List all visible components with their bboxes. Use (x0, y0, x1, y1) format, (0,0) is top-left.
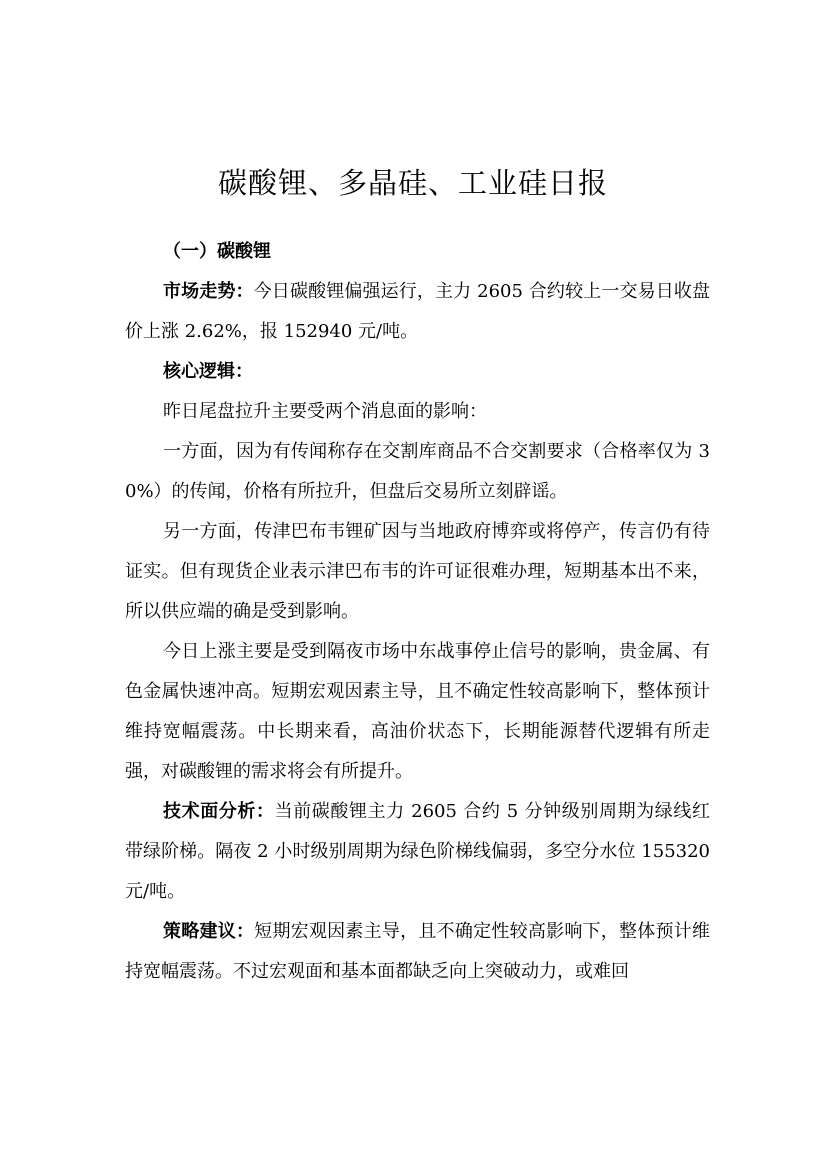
technical-analysis-text: 当前碳酸锂主力 2605 合约 5 分钟级别周期为绿线红带绿阶梯。隔夜 2 小时级别周期为绿色阶梯线偏弱，多空分水位 155320 元/吨。 (125, 801, 710, 902)
strategy-paragraph (125, 912, 710, 992)
document-body (125, 232, 710, 992)
market-trend-paragraph (125, 272, 710, 352)
section-heading: （一）碳酸锂 (163, 241, 271, 262)
strategy-label: 策略建议： (163, 921, 255, 942)
market-trend-text: 今日碳酸锂偏强运行，主力 2605 合约较上一交易日收盘价上涨 2.62%，报 152940 元/吨。 (125, 281, 711, 342)
logic-paragraph-1: 昨日尾盘拉升主要受两个消息面的影响： (163, 401, 487, 422)
logic-paragraph-3: 另一方面，传津巴布韦锂矿因与当地政府博弈或将停产，传言仍有待证实。但有现货企业表示津巴布韦的许可证很难办理，短期基本出不来，所以供应端的确是受到影响。 (125, 521, 710, 622)
technical-analysis-paragraph (125, 792, 710, 912)
logic-paragraph-2: 一方面，因为有传闻称存在交割库商品不合交割要求（合格率仅为 30%）的传闻，价格有所拉升，但盘后交易所立刻辟谣。 (125, 441, 710, 502)
strategy-text: 短期宏观因素主导，且不确定性较高影响下，整体预计维持宽幅震荡。不过宏观面和基本面都缺乏向上突破动力，或难回 (125, 921, 711, 982)
market-trend-label: 市场走势： (163, 281, 254, 302)
logic-paragraph-4: 今日上涨主要是受到隔夜市场中东战事停止信号的影响，贵金属、有色金属快速冲高。短期宏观因素主导，且不确定性较高影响下，整体预计维持宽幅震荡。中长期来看，高油价状态下，长期能源替代逻辑有所走强，对碳酸锂的需求将会有所提升。 (125, 641, 710, 782)
document-title: 碳酸锂、多晶硅、工业硅日报 (217, 166, 608, 201)
technical-analysis-label: 技术面分析： (163, 801, 275, 822)
core-logic-label: 核心逻辑： (163, 361, 253, 382)
